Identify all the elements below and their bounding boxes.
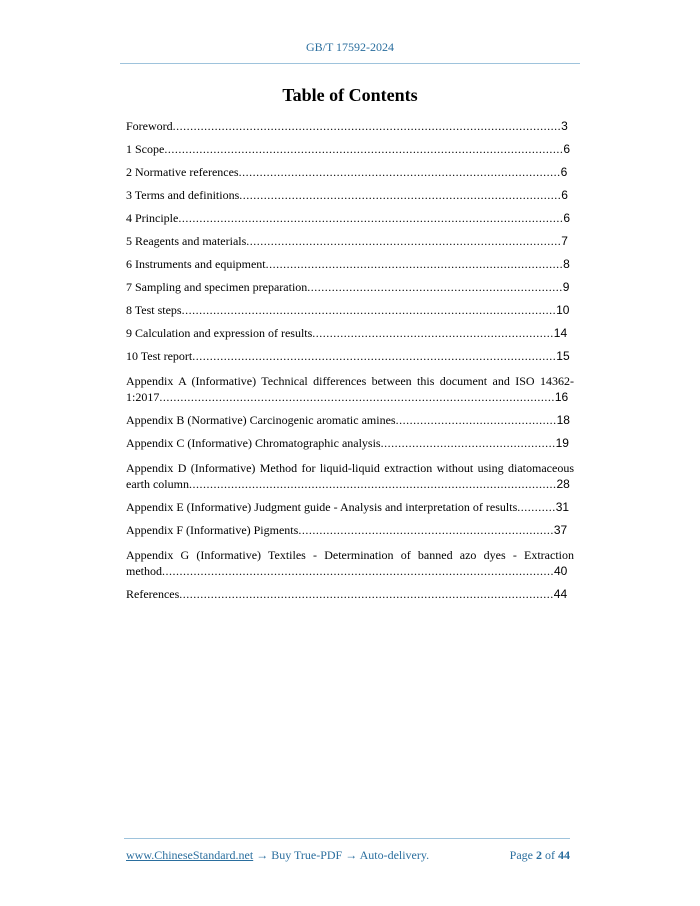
toc-entry[interactable]	[126, 586, 574, 602]
toc-entry[interactable]	[126, 256, 574, 272]
toc-entry-title: Appendix C (Informative) Chromatographic analysis	[126, 436, 381, 450]
toc-entry-title: Appendix B (Normative) Carcinogenic aromatic amines	[126, 413, 396, 427]
toc-page-number: 9	[562, 280, 570, 294]
toc-page-number: 10	[556, 303, 570, 317]
toc-entry[interactable]	[126, 348, 574, 364]
toc-page-number: 31	[555, 500, 570, 514]
toc-entry-title: 9 Calculation and expression of results	[126, 326, 313, 340]
toc-entry[interactable]	[126, 547, 574, 579]
table-of-contents	[126, 118, 574, 609]
toc-page-number: 37	[553, 523, 568, 537]
toc-page-number: 6	[563, 142, 571, 156]
toc-entry-title: 6 Instruments and equipment	[126, 257, 266, 271]
toc-leader-dots: ............................................................................................	[239, 188, 562, 202]
toc-entry[interactable]	[126, 302, 574, 318]
toc-entry-title: 5 Reagents and materials	[126, 234, 247, 248]
toc-entry[interactable]	[126, 187, 574, 203]
toc-leader-dots: .....................................................................	[312, 326, 554, 340]
toc-entry-title: 3 Terms and definitions	[126, 188, 240, 202]
toc-entry-title: 8 Test steps	[126, 303, 182, 317]
toc-leader-dots: .........................................................................	[298, 523, 554, 537]
toc-page-number: 15	[556, 349, 570, 363]
toc-leader-dots: ...........................................................................................................	[181, 303, 557, 317]
toc-entry-title: Appendix F (Informative) Pigments	[126, 523, 299, 537]
toc-leader-dots: .................................................................................................................	[159, 390, 555, 404]
toc-entry-title: Appendix A (Informative) Technical differences between this document and ISO 14362-1:2017	[126, 374, 574, 404]
toc-leader-dots: ...............................................................................................................	[172, 119, 562, 133]
toc-leader-dots: ............................................................................................	[238, 165, 561, 179]
toc-entry-title: 7 Sampling and specimen preparation	[126, 280, 308, 294]
toc-entry[interactable]	[126, 118, 574, 134]
toc-entry-title: 10 Test report	[126, 349, 193, 363]
toc-page-number: 7	[561, 234, 568, 248]
toc-page-number: 3	[561, 119, 568, 133]
toc-entry[interactable]	[126, 522, 574, 538]
toc-page-number: 44	[553, 587, 568, 601]
toc-entry-title: Appendix E (Informative) Judgment guide - Analysis and interpretation of results	[126, 500, 518, 514]
of-label: of	[545, 848, 555, 862]
toc-entry-title: 4 Principle	[126, 211, 179, 225]
toc-leader-dots: .........................................................................	[307, 280, 563, 294]
page-label: Page	[509, 848, 533, 862]
toc-entry[interactable]	[126, 412, 574, 428]
toc-page-number: 6	[563, 211, 571, 225]
site-link[interactable]: www.ChineseStandard.net	[126, 848, 254, 862]
toc-leader-dots: ...........	[517, 500, 556, 514]
toc-entry[interactable]	[126, 373, 574, 405]
toc-page-number: 6	[560, 165, 568, 179]
toc-entry-title: Appendix G (Informative) Textiles - Determination of banned azo dyes - Extraction method	[126, 548, 574, 578]
toc-entry-title: References	[126, 587, 180, 601]
toc-leader-dots: ..............................................................................................................	[178, 211, 564, 225]
document-code-header: GB/T 17592-2024	[305, 40, 395, 54]
toc-page-number: 40	[554, 564, 568, 578]
toc-entry[interactable]	[126, 233, 574, 249]
header-divider	[120, 63, 580, 64]
toc-leader-dots: ..............................................	[395, 413, 557, 427]
toc-page-number: 28	[556, 477, 570, 491]
toc-entry-title: 1 Scope	[126, 142, 165, 156]
page-title: Table of Contents	[282, 85, 418, 105]
toc-leader-dots: ........................................................................................................	[192, 349, 557, 363]
toc-entry[interactable]	[126, 460, 574, 492]
toc-page-number: 19	[555, 436, 569, 450]
toc-page-number: 18	[556, 413, 570, 427]
total-page-number: 44	[558, 848, 570, 862]
footer	[126, 848, 570, 863]
footer-divider	[124, 838, 570, 839]
toc-entry[interactable]	[126, 279, 574, 295]
toc-page-number: 16	[554, 390, 569, 404]
toc-entry-title: Appendix D (Informative) Method for liquid-liquid extraction without using diatomaceous earth column	[126, 461, 574, 491]
toc-entry[interactable]	[126, 325, 574, 341]
toc-page-number: 8	[563, 257, 570, 271]
current-page-number: 2	[536, 848, 542, 862]
toc-leader-dots: ................................................................................................................	[162, 564, 554, 578]
toc-leader-dots: ..................................................	[380, 436, 556, 450]
toc-leader-dots: .........................................................................................................	[188, 477, 557, 491]
toc-leader-dots: .....................................................................................	[265, 257, 564, 271]
toc-entry[interactable]	[126, 141, 574, 157]
toc-entry-title: 2 Normative references	[126, 165, 239, 179]
toc-leader-dots: ..................................................................................................................	[164, 142, 564, 156]
toc-page-number: 6	[561, 188, 568, 202]
toc-entry-title: Foreword	[126, 119, 173, 133]
toc-leader-dots: ...........................................................................................................	[179, 587, 554, 601]
footer-promo: → Buy True-PDF → Auto-delivery.	[253, 848, 430, 862]
page-counter	[510, 848, 570, 863]
toc-entry[interactable]	[126, 164, 574, 180]
toc-entry[interactable]	[126, 210, 574, 226]
toc-entry[interactable]	[126, 435, 574, 451]
toc-page-number: 14	[553, 326, 568, 340]
toc-entry[interactable]	[126, 499, 574, 515]
toc-leader-dots: ..........................................................................................	[246, 234, 562, 248]
